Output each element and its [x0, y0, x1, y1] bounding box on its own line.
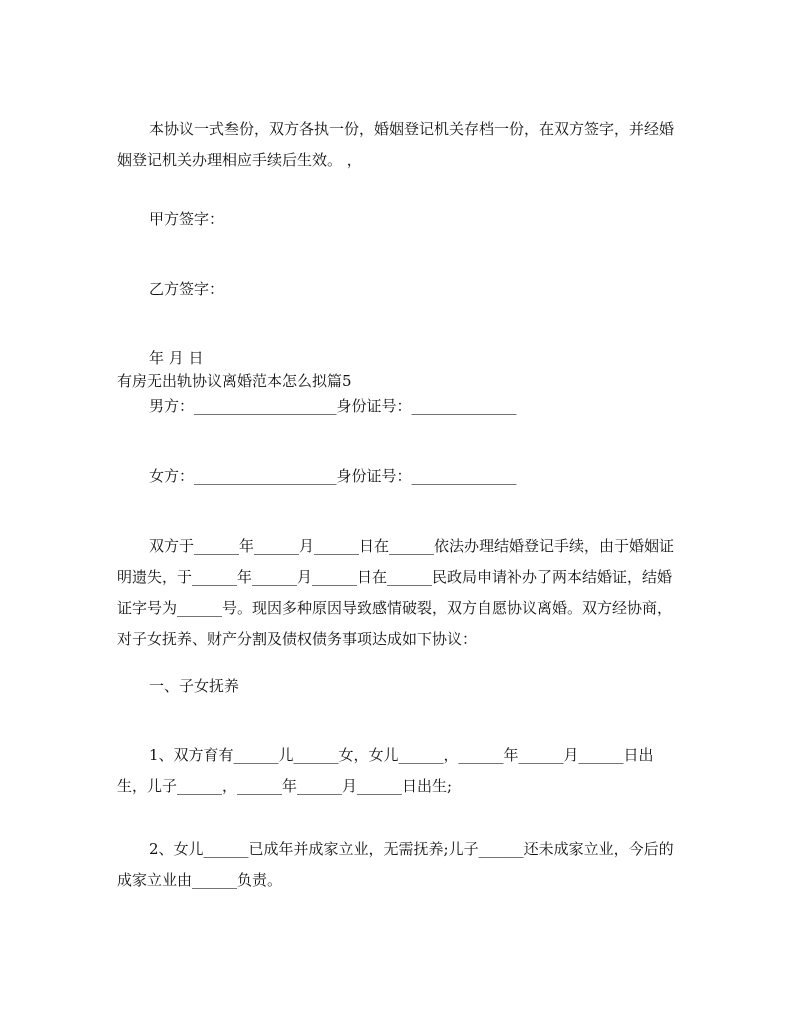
section-title: 有房无出轨协议离婚范本怎么拟篇5	[117, 372, 352, 390]
male-party-line: 男方：___________________身份证号：______________	[149, 397, 517, 415]
children-section-heading: 一、子女抚养	[149, 677, 240, 695]
marriage-paragraph: 双方于______年______月______日在______依法办理结婚登记手续，由于婚姻证明遗失，于______年______月______日在______民政局申请补办了两本结婚证，结婚证字号为______号。现因多种原因导致感情破裂，双方自愿协议离婚。双方经协商，对子女抚养、财产分割及债权债务事项达成如下协议：	[117, 537, 675, 648]
effect-paragraph: 本协议一式叁份，双方各执一份，婚姻登记机关存档一份，在双方签字，并经婚姻登记机关办理相应手续后生效。 ，	[117, 120, 675, 169]
child-item-1: 1、双方育有______儿______女，女儿______，______年______月______日出生，儿子______，______年______月______日出生;	[117, 746, 654, 795]
female-party-line: 女方：___________________身份证号：______________	[149, 467, 517, 485]
child-item-2: 2、女儿______已成年并成家立业，无需抚养;儿子______还未成家立业，今后的成家立业由______负责。	[117, 840, 674, 889]
date-line: 年 月 日	[149, 349, 204, 367]
party-a-signature-label: 甲方签字：	[149, 210, 225, 228]
party-b-signature-label: 乙方签字：	[149, 280, 225, 298]
